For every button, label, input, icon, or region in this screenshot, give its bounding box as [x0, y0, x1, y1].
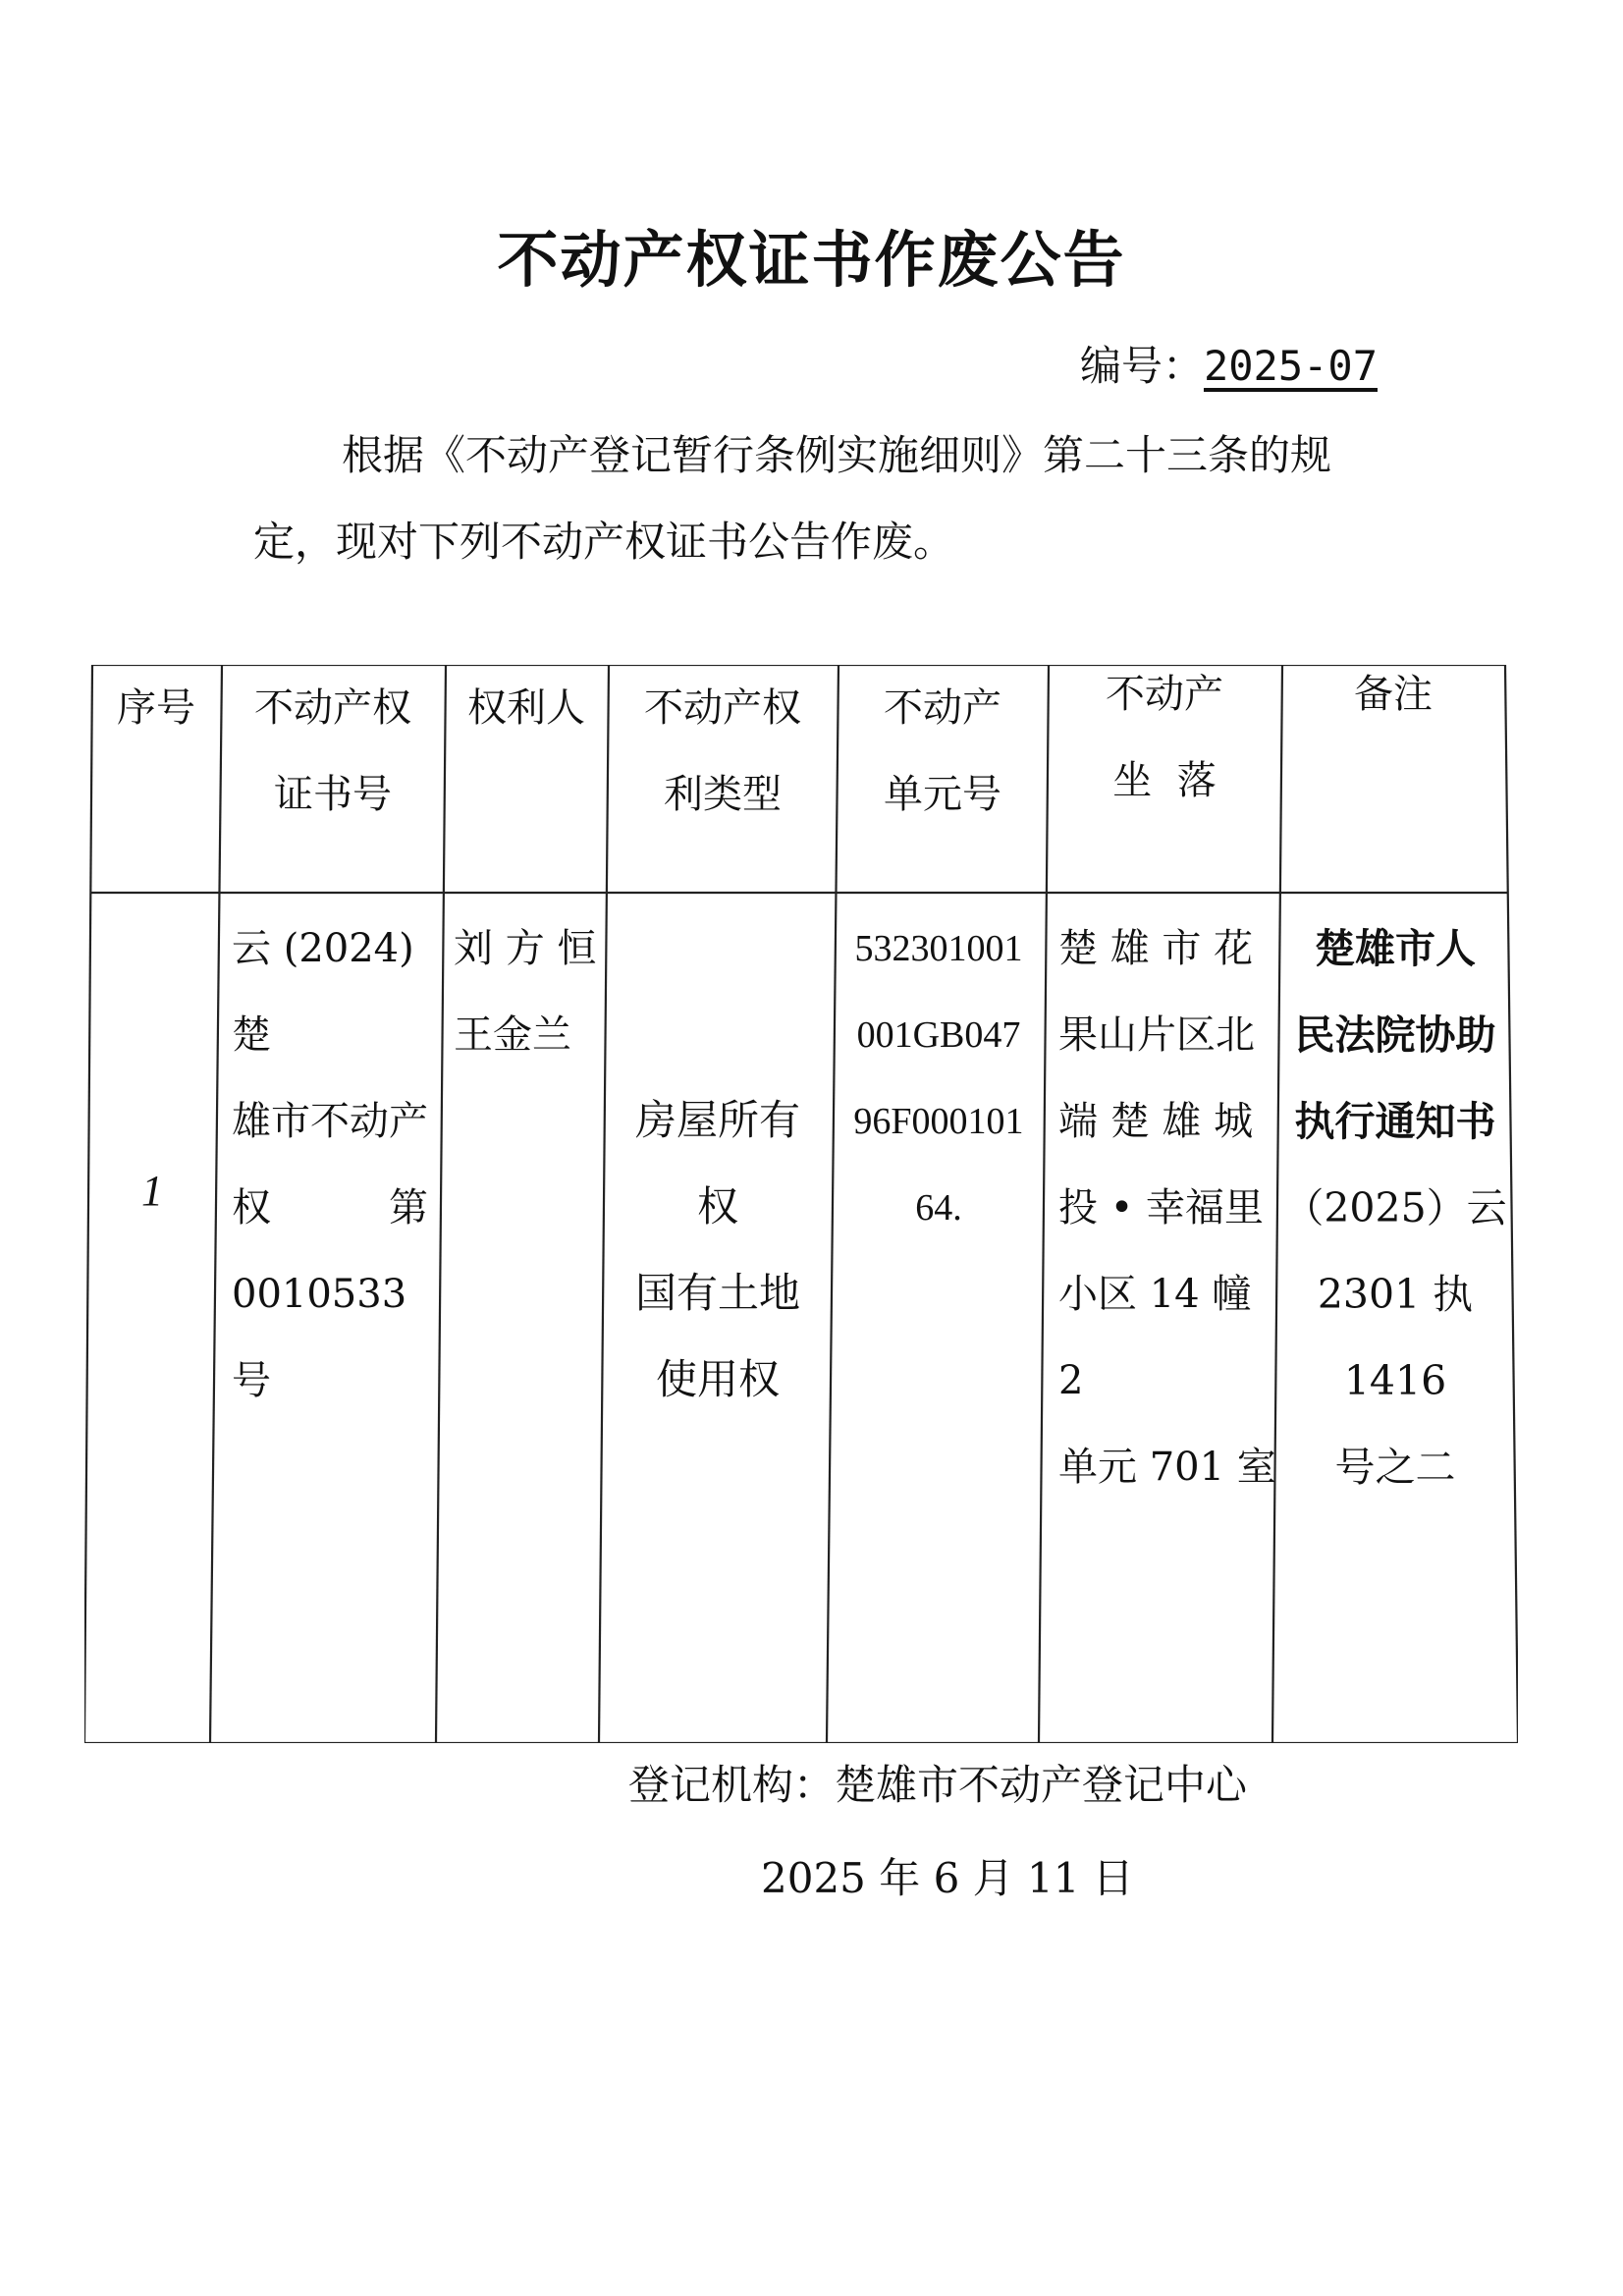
location-line-3: 端 楚 雄 城: [1058, 1099, 1254, 1144]
row-location: [1058, 905, 1276, 1510]
header-seq-line: 序号: [117, 685, 195, 731]
location-line-4: 投 • 幸福里: [1058, 1185, 1265, 1230]
remark-line-6: 号之二: [1334, 1444, 1456, 1491]
cert-no-line-4: 0010533 号: [232, 1272, 407, 1403]
unit-no-line-2: 001GB047: [856, 1014, 1021, 1056]
remark-line-3: 执行通知书: [1294, 1098, 1496, 1145]
location-line-6: 单元 701 室: [1058, 1445, 1276, 1490]
row-cert-no: [232, 905, 438, 1424]
unit-no-line-3: 96F000101: [853, 1101, 1024, 1142]
header-unit-no-line-2: 单元号: [884, 772, 1001, 817]
header-holder-line: 权利人: [467, 685, 585, 731]
header-location: [1049, 651, 1280, 824]
remark-line-5: 2301 执 1416: [1317, 1271, 1474, 1404]
certificate-table: [84, 665, 1518, 1743]
header-right-type: [609, 665, 837, 838]
announcement-date: 2025 年 6 月 11 日: [761, 1854, 1134, 1902]
cert-no-line-3: 权 第: [232, 1185, 428, 1230]
document-number-label: 编号：: [1079, 342, 1204, 390]
document-number: [1080, 334, 1378, 393]
header-unit-no-line-1: 不动产: [884, 685, 1001, 731]
header-right-type-line-1: 不动产权: [644, 685, 801, 731]
holder-1: 刘 方 恒: [454, 926, 597, 971]
header-cert-no-line-1: 不动产权: [254, 685, 411, 731]
remark-line-2: 民法院协助: [1294, 1011, 1496, 1059]
row-holders: [454, 905, 601, 1078]
unit-no-line-1: 532301001: [854, 928, 1023, 969]
cert-no-line-2: 雄市不动产: [232, 1099, 428, 1144]
cert-no-line-1: 云 (2024) 楚: [232, 926, 414, 1058]
document-number-value: 2025-07: [1203, 342, 1378, 390]
right-type-line-4: 使用权: [655, 1355, 780, 1403]
registration-agency: 登记机构：楚雄市不动产登记中心: [628, 1761, 1248, 1809]
header-unit-no: [839, 665, 1047, 838]
location-line-5: 小区 14 幢 2: [1058, 1272, 1252, 1403]
header-remark-line: 备注: [1354, 672, 1433, 717]
header-holder: [446, 665, 607, 751]
header-remark: [1282, 651, 1504, 738]
header-cert-no-line-2: 证书号: [274, 772, 392, 817]
remark-line-1: 楚雄市人: [1315, 925, 1476, 972]
row-unit-no: [835, 905, 1043, 1251]
location-line-1: 楚 雄 市 花: [1058, 926, 1254, 971]
header-seq: [94, 665, 218, 751]
remark-line-4: （2025）云: [1283, 1184, 1507, 1231]
header-cert-no: [222, 665, 444, 838]
right-type-line-2: 权: [696, 1182, 738, 1230]
right-type-line-1: 房屋所有: [634, 1096, 800, 1144]
row-right-type: [609, 1077, 827, 1423]
holder-2: 王金兰: [454, 1012, 571, 1058]
page-title: 不动产权证书作废公告: [497, 224, 1126, 296]
unit-no-line-4: 64.: [915, 1187, 962, 1229]
row-remark: [1282, 905, 1508, 1510]
right-type-line-3: 国有土地: [634, 1269, 800, 1317]
header-location-line-2: 坐 落: [1112, 758, 1217, 803]
row-seq: 1: [141, 1167, 163, 1215]
header-right-type-line-2: 利类型: [664, 772, 782, 817]
location-line-2: 果山片区北: [1058, 1012, 1255, 1058]
header-location-line-1: 不动产: [1106, 672, 1223, 717]
intro-paragraph: 根据《不动产登记暂行条例实施细则》第二十三条的规定，现对下列不动产权证书公告作废。: [253, 431, 1332, 566]
